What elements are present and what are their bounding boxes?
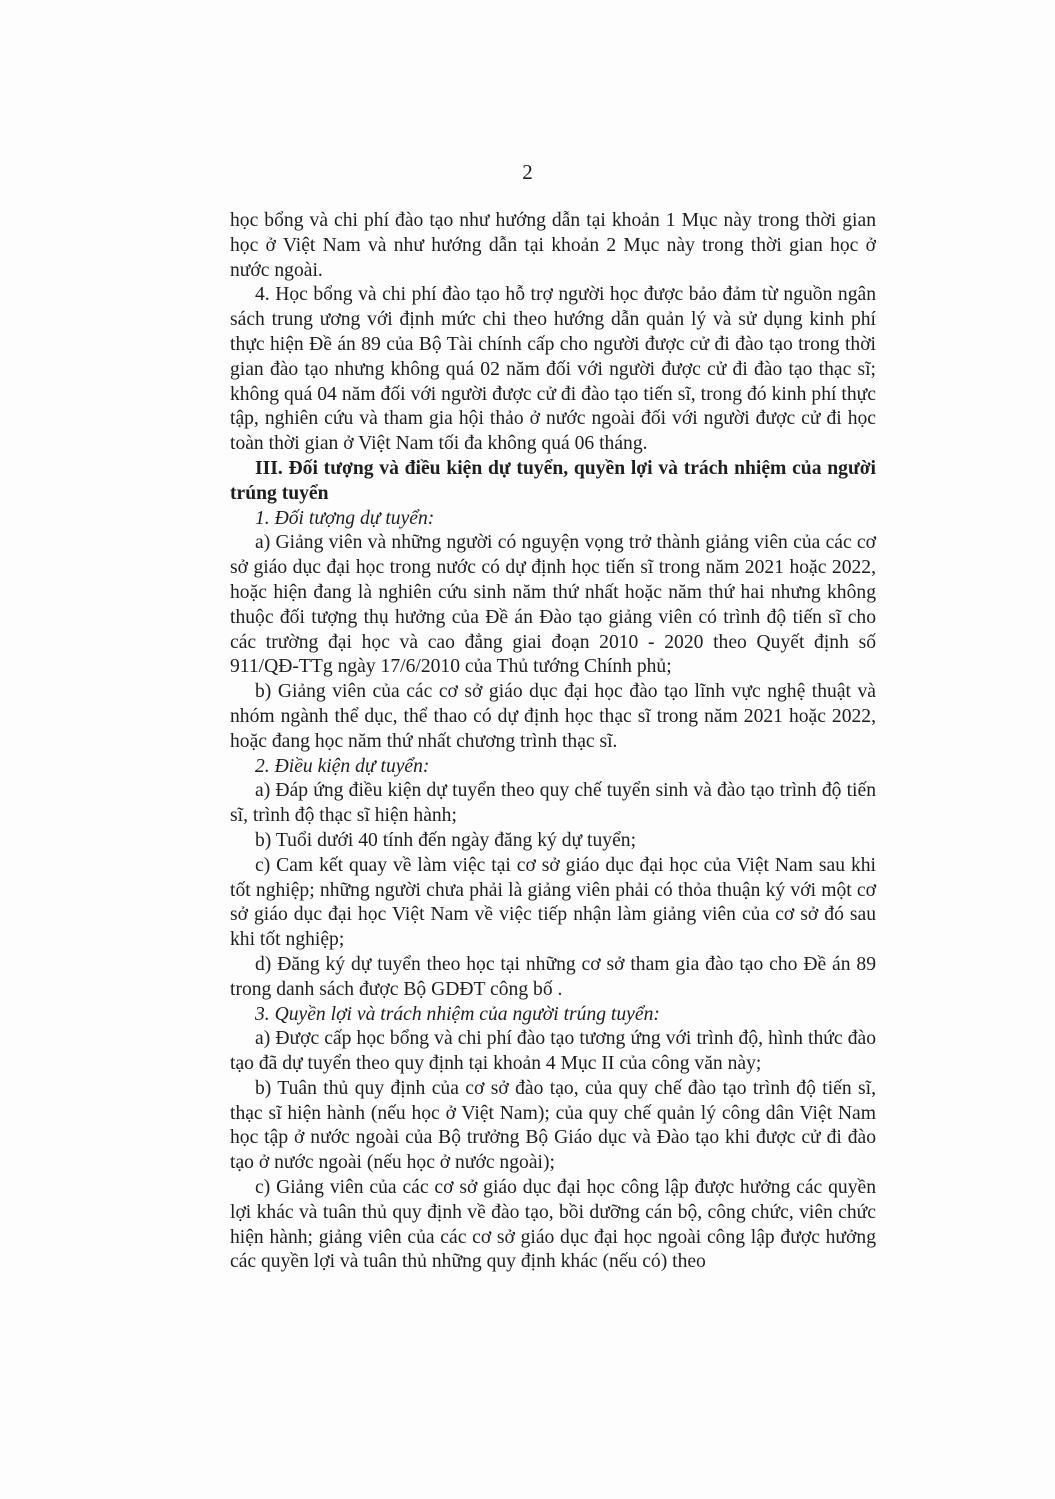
paragraph-rights-a: a) Được cấp học bổng và chi phí đào tạo tương ứng với trình độ, hình thức đào tạo đã dự tuyển theo quy định tại khoản 4 Mục II của công văn này;	[230, 1028, 876, 1075]
paragraph-conditions-b: b) Tuổi dưới 40 tính đến ngày đăng ký dự tuyển;	[255, 829, 637, 851]
subheading-conditions: 2. Điều kiện dự tuyển:	[255, 755, 430, 777]
paragraph-conditions-d: d) Đăng ký dự tuyển theo học tại những cơ sở tham gia đào tạo cho Đề án 89 trong danh sách được Bộ GDĐT công bố .	[230, 953, 876, 1000]
section-heading-iii: III. Đối tượng và điều kiện dự tuyển, quyền lợi và trách nhiệm của người trúng tuyển	[230, 457, 876, 504]
paragraph-conditions-c: c) Cam kết quay về làm việc tại cơ sở giáo dục đại học của Việt Nam sau khi tốt nghiệp; những người chưa phải là giảng viên phải có thỏa thuận ký với một cơ sở giáo dục đại học Việt Nam về việc tiếp nhận làm giảng viên của cơ sở đó sau khi tốt nghiệp;	[230, 854, 876, 951]
paragraph-candidates-a: a) Giảng viên và những người có nguyện vọng trở thành giảng viên của các cơ sở giáo dục đại học trong nước có dự định học tiến sĩ trong năm 2021 hoặc 2022, hoặc hiện đang là nghiên cứu sinh năm thứ nhất hoặc năm thứ hai nhưng không thuộc đối tượng thụ hưởng của Đề án Đào tạo giảng viên có trình độ tiến sĩ cho các trường đại học và cao đẳng giai đoạn 2010 - 2020 theo Quyết định số 911/QĐ-TTg ngày 17/6/2010 của Thủ tướng Chính phủ;	[230, 532, 876, 678]
subheading-rights-duties: 3. Quyền lợi và trách nhiệm của người trúng tuyển:	[255, 1003, 660, 1025]
paragraph-funding-source: 4. Học bổng và chi phí đào tạo hỗ trợ người học được bảo đảm từ nguồn ngân sách trung ương với định mức chi theo hướng dẫn quản lý và sử dụng kinh phí thực hiện Đề án 89 của Bộ Tài chính cấp cho người được cử đi đào tạo trong thời gian đào tạo nhưng không quá 02 năm đối với người được cử đi đào tạo thạc sĩ; không quá 04 năm đối với người được cử đi đào tạo tiến sĩ, trong đó kinh phí thực tập, nghiên cứu và tham gia hội thảo ở nước ngoài đối với người được cử đi học toàn thời gian ở Việt Nam tối đa không quá 06 tháng.	[230, 284, 876, 455]
document-body	[230, 209, 876, 1275]
paragraph-candidates-b: b) Giảng viên của các cơ sở giáo dục đại học đào tạo lĩnh vực nghệ thuật và nhóm ngành thể dục, thể thao có dự định học thạc sĩ trong năm 2021 hoặc 2022, hoặc đang học năm thứ nhất chương trình thạc sĩ.	[230, 681, 876, 752]
paragraph-rights-b: b) Tuân thủ quy định của cơ sở đào tạo, của quy chế đào tạo trình độ tiến sĩ, thạc sĩ hiện hành (nếu học ở Việt Nam); của quy chế quản lý công dân Việt Nam học tập ở nước ngoài của Bộ trưởng Bộ Giáo dục và Đào tạo khi được cử đi đào tạo ở nước ngoài (nếu học ở nước ngoài);	[230, 1077, 876, 1174]
paragraph-scholarship-continuation: học bổng và chi phí đào tạo như hướng dẫn tại khoản 1 Mục này trong thời gian học ở Việt Nam và như hướng dẫn tại khoản 2 Mục này trong thời gian học ở nước ngoài.	[230, 210, 876, 281]
paragraph-rights-c: c) Giảng viên của các cơ sở giáo dục đại học công lập được hưởng các quyền lợi khác và tuân thủ quy định về đào tạo, bồi dưỡng cán bộ, công chức, viên chức hiện hành; giảng viên của các cơ sở giáo dục đại học ngoài công lập được hưởng các quyền lợi và tuân thủ những quy định khác (nếu có) theo	[230, 1177, 876, 1273]
paragraph-conditions-a: a) Đáp ứng điều kiện dự tuyển theo quy chế tuyển sinh và đào tạo trình độ tiến sĩ, trình độ thạc sĩ hiện hành;	[230, 780, 876, 827]
page-number: 2	[522, 160, 533, 184]
subheading-candidates: 1. Đối tượng dự tuyển:	[255, 507, 435, 529]
